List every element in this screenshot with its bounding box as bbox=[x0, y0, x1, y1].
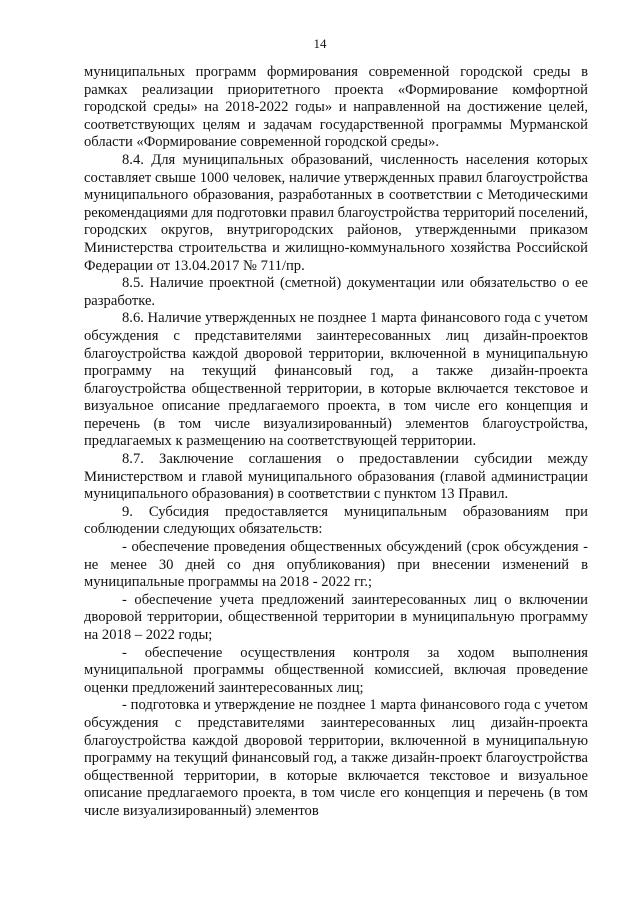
paragraph-continuation: муниципальных программ формирования современной городской среды в рамках реализации приоритетного проекта «Формирование комфортной городской среды» на 2018-2022 годы» и направленной на достижение целей, соответствующих целям и задачам государственной программы Мурманской области «Формирование современной городской среды». bbox=[84, 64, 588, 151]
page-number: 14 bbox=[313, 36, 327, 51]
obligation-item: - подготовка и утверждение не позднее 1 марта финансового года с учетом обсуждения с представителями заинтересованных лиц дизайн-проекта благоустройства каждой дворовой территории, включенной в муниципальную программу на текущий финансовый год, а также дизайн-проект благоустройства общественной территории, в которые включается текстовое и визуальное описание предлагаемого проекта, в том числе его концепция и перечень (в том числе визуализированный) элементов bbox=[84, 697, 588, 819]
document-body bbox=[84, 64, 588, 821]
paragraph-8-5: 8.5. Наличие проектной (сметной) документации или обязательство о ее разработке. bbox=[84, 275, 588, 309]
paragraph-9: 9. Субсидия предоставляется муниципальным образованиям при соблюдении следующих обязательств: bbox=[84, 503, 588, 538]
obligation-item: - обеспечение проведения общественных обсуждений (срок обсуждения - не менее 30 дней со дня опубликования) при внесении изменений в муниципальные программы на 2018 - 2022 гг.; bbox=[84, 539, 588, 591]
paragraph-8-7: 8.7. Заключение соглашения о предоставлении субсидии между Министерством и главой муниципального образования (главой администрации муниципального образования) в соответствии с пунктом 13 Правил. bbox=[84, 451, 588, 503]
obligation-item: - обеспечение осуществления контроля за ходом выполнения муниципальной программы общественной комиссией, включая проведение оценки предложений заинтересованных лиц; bbox=[84, 644, 588, 696]
paragraph-8-4: 8.4. Для муниципальных образований, численность населения которых составляет свыше 1000 человек, наличие утвержденных правил благоустройства муниципального образования, разработанных в соответствии с Методическими рекомендациями для подготовки правил благоустройства территорий поселений, городских округов, внутригородских районов, утвержденными приказом Министерства строительства и жилищно-коммунального хозяйства Российской Федерации от 13.04.2017 № 711/пр. bbox=[84, 151, 588, 274]
paragraph-8-6: 8.6. Наличие утвержденных не позднее 1 марта финансового года с учетом обсуждения с представителями заинтересованных лиц дизайн-проектов благоустройства каждой дворовой территории, включенной в муниципальную программу на текущий финансовый год, а также дизайн-проекта благоустройства общественной территории, в которые включается текстовое и визуальное описание предлагаемого проекта, в том числе его концепция и перечень (в том числе визуализированный) элементов благоустройства, предлагаемых к размещению на соответствующей территории. bbox=[84, 310, 588, 450]
obligation-item: - обеспечение учета предложений заинтересованных лиц о включении дворовой территории, общественной территории в муниципальную программу на 2018 – 2022 годы; bbox=[84, 591, 588, 643]
